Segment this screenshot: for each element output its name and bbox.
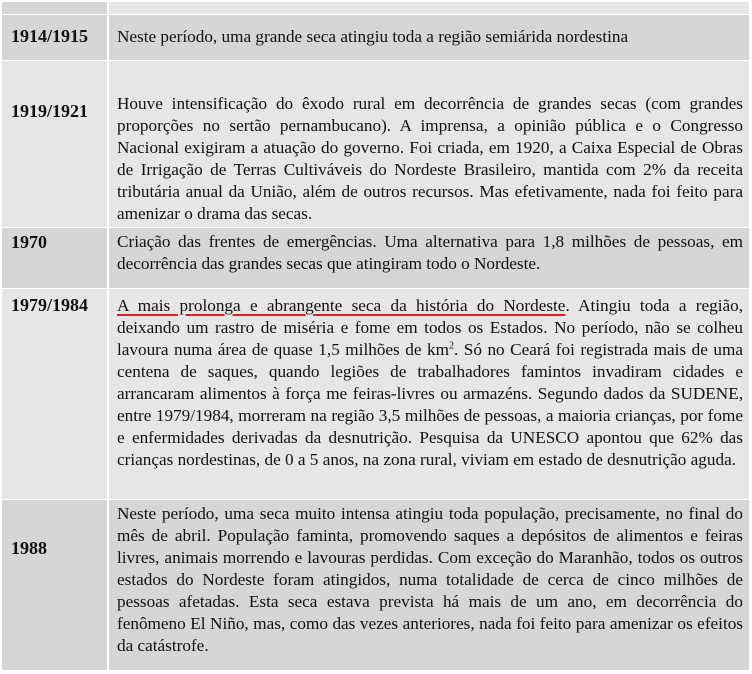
year-cell: 1988 (2, 500, 109, 670)
description-cell: Neste período, uma grande seca atingiu toda a região semiárida nordestina (109, 15, 749, 60)
table-row (2, 288, 749, 499)
table-row (2, 227, 749, 288)
table-row (2, 14, 749, 60)
table-row (2, 60, 749, 227)
year-cell: 1914/1915 (2, 15, 109, 60)
drought-timeline-table (2, 2, 749, 670)
description-cell: A mais prolonga e abrangente seca da história do Nordeste. Atingiu toda a região, deixando um rastro de miséria e fome em todos os Estados. No período, não se colheu lavoura numa área de quase 1,5 milhões de $km^2$. Só no Ceará foi registrada mais de uma centena de saques, quando legiões de trabalhadores famintos invadiram cidades e arrancaram alimentos à força me feiras-livres ou armazéns. Segundo dados da SUDENE, entre 1979/1984, morreram na região 3,5 milhões de pessoas, a maioria crianças, por fome e enfermidades derivadas da desnutrição. Pesquisa da UNESCO apontou que 62% das crianças nordestinas, de 0 a 5 anos, na zona rural, viviam em estado de desnutrição aguda. (109, 289, 749, 499)
description-cell: Houve intensificação do êxodo rural em decorrência de grandes secas (com grandes proporções no sertão pernambucano). A imprensa, a opinião pública e o Congresso Nacional exigiram a atuação do governo. Foi criada, em 1920, a Caixa Especial de Obras de Irrigação de Terras Cultiváveis do Nordeste Brasileiro, mantida com 2% da receita tributária anual da União, além de outros recursos. Mas efetivamente, nada foi feito para amenizar o drama das secas. (109, 61, 749, 227)
table-row (2, 499, 749, 670)
description-cell: Criação das frentes de emergências. Uma alternativa para 1,8 milhões de pessoas, em decorrência das grandes secas que atingiram todo o Nordeste. (109, 228, 749, 288)
year-cell: 1970 (2, 228, 109, 288)
year-cell: 1919/1921 (2, 61, 109, 227)
description-cell: Neste período, uma seca muito intensa atingiu toda população, precisamente, no final do mês de abril. População faminta, promovendo saques a depósitos de alimentos e feiras livres, animais morrendo e lavouras perdidas. Com exceção do Maranhão, todos os outros estados do Nordeste foram atingidos, numa totalidade de cerca de cinco milhões de pessoas afetadas. Esta seca estava prevista há mais de um ano, em decorrência do fenômeno El Niño, mas, como das vezes anteriores, nada foi feito para amenizar os efeitos da catástrofe. (109, 500, 749, 670)
table-header-strip (2, 2, 749, 14)
highlighted-text: A mais prolonga e abrangente seca da história do Nordeste (117, 296, 566, 315)
year-cell: 1979/1984 (2, 289, 109, 499)
